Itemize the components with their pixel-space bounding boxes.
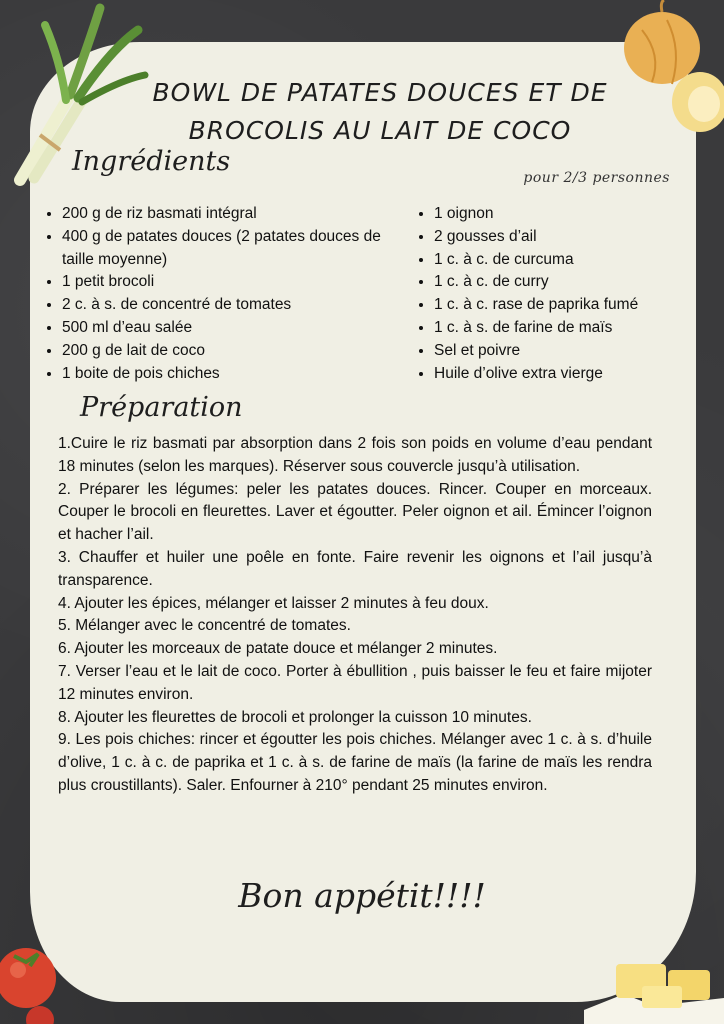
ingredient-item: • 200 g de lait de coco (62, 340, 384, 363)
closing-message: Bon appétit!!!! (238, 876, 486, 915)
servings-label: pour 2/3 personnes (523, 170, 670, 186)
step: 3. Chauffer et huiler une poêle en fonte. Faire revenir les oignons et l’ail jusqu’à transparence. (58, 548, 652, 589)
ingredient-item: • 1 petit brocoli (62, 271, 384, 294)
recipe-title-line-2: BROCOLIS AU LAIT DE COCO (188, 116, 572, 145)
preparation-steps (58, 433, 652, 798)
step: 9. Les pois chiches: rincer et égoutter les pois chiches. Mélanger avec 1 c. à s. d’huile d’olive, 1 c. à c. de paprika et 1 c. à s. de farine de maïs (la farine de maïs les rendra plus croustillants). Saler. Enfourner à 210° pendant 25 minutes environ. (58, 731, 652, 794)
ingredient-item: • 1 oignon (434, 203, 694, 226)
step: 8. Ajouter les fleurettes de brocoli et prolonger la cuisson 10 minutes. (58, 708, 532, 726)
ingredient-item: • 1 c. à c. rase de paprika fumé (434, 294, 694, 317)
ingredient-item: • 1 c. à c. de curcuma (434, 249, 694, 272)
step: 7. Verser l’eau et le lait de coco. Porter à ébullition , puis baisser le feu et faire mijoter 12 minutes environ. (58, 662, 652, 703)
ingredient-item: • 2 c. à s. de concentré de tomates (62, 294, 384, 317)
recipe-title-line-1: BOWL DE PATATES DOUCES ET DE (152, 78, 608, 107)
step: 5. Mélanger avec le concentré de tomates. (58, 617, 351, 635)
ingredient-item: • 1 c. à c. de curry (434, 271, 694, 294)
ingredient-item: • 1 c. à s. de farine de maïs (434, 317, 694, 340)
ingredient-item: • 2 gousses d’ail (434, 226, 694, 249)
ingredients-list-right (416, 203, 694, 385)
butter-icon (584, 950, 724, 1024)
ingredient-item: • 400 g de patates douces (2 patates douces de taille moyenne) (62, 226, 384, 272)
step: 1.Cuire le riz basmati par absorption dans 2 fois son poids en volume d’eau pendant 18 minutes (selon les marques). Réserver sous couvercle jusqu’à utilisation. (58, 435, 652, 475)
ingredient-item: • 500 ml d’eau salée (62, 317, 384, 340)
step: 2. Préparer les légumes: peler les patates douces. Rincer. Couper en morceaux. Couper le brocoli en fleurettes. Laver et égoutter. Peler oignon et ail. Émincer l’oignon et hacher l’ail. (58, 480, 652, 544)
ingredient-item: • 200 g de riz basmati intégral (62, 203, 384, 226)
ingredient-item: • Huile d’olive extra vierge (434, 363, 694, 386)
ingredients-list-left (44, 203, 384, 385)
preparation-heading: Préparation (80, 392, 243, 423)
step: 4. Ajouter les épices, mélanger et laisser 2 minutes à feu doux. (58, 594, 489, 612)
ingredient-item: • 1 boite de pois chiches (62, 363, 384, 386)
recipe-title (60, 74, 700, 150)
tomato-icon (0, 938, 70, 1024)
ingredient-item: • Sel et poivre (434, 340, 694, 363)
ingredients-heading: Ingrédients (72, 146, 231, 177)
step: 6. Ajouter les morceaux de patate douce et mélanger 2 minutes. (58, 640, 498, 658)
